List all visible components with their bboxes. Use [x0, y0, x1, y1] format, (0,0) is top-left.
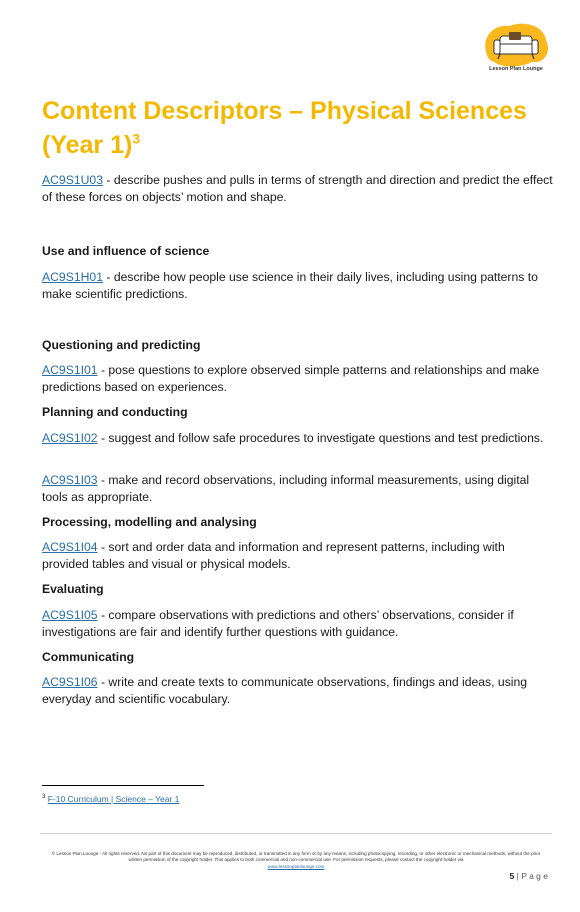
descriptor-paragraph: AC9S1U03 - describe pushes and pulls in terms of strength and direction and predict the effect of these forces on objects’ motion and shape.	[42, 173, 553, 204]
section-heading: Use and influence of science	[42, 244, 210, 258]
footnote-link[interactable]: F-10 Curriculum | Science – Year 1	[47, 794, 180, 804]
descriptor-code-link[interactable]: AC9S1I04	[42, 540, 98, 554]
section-heading: Processing, modelling and analysing	[42, 515, 257, 529]
page-title: Content Descriptors – Physical Sciences (Year 1)$^3$	[42, 97, 527, 159]
logo-caption: Lesson Plan Lounge	[489, 66, 543, 72]
section-heading: Questioning and predicting	[42, 338, 201, 352]
section-heading: Evaluating	[42, 582, 104, 596]
descriptor-code-link[interactable]: AC9S1H01	[42, 270, 103, 284]
descriptor-paragraph: AC9S1I05 - compare observations with predictions and others’ observations, consider if investigations are fair and identify further questions with guidance.	[42, 608, 514, 639]
descriptor-code-link[interactable]: AC9S1I02	[42, 431, 98, 445]
descriptor-paragraph: AC9S1H01 - describe how people use science in their daily lives, including using patterns to make scientific predictions.	[42, 270, 538, 301]
descriptor-paragraph: AC9S1I06 - write and create texts to communicate observations, findings and ideas, using everyday and scientific vocabulary.	[42, 675, 528, 706]
footnote-divider	[42, 785, 204, 786]
section-heading: Planning and conducting	[42, 405, 188, 419]
page-number: 5 | P a g e	[509, 871, 548, 881]
descriptor-code-link[interactable]: AC9S1I06	[42, 675, 98, 689]
descriptor-code-link[interactable]: AC9S1I05	[42, 608, 98, 622]
descriptor-code-link[interactable]: AC9S1U03	[42, 173, 103, 187]
footer-divider	[40, 833, 552, 834]
descriptor-code-link[interactable]: AC9S1I03	[42, 473, 98, 487]
footnote-ref: 3	[132, 130, 141, 147]
descriptor-paragraph: AC9S1I01 - pose questions to explore observed simple patterns and relationships and make predictions based on experiences.	[42, 363, 540, 394]
section-heading: Communicating	[42, 650, 135, 664]
descriptor-code-link[interactable]: AC9S1I01	[42, 363, 98, 377]
website-link[interactable]: www.lessonplanlounge.com	[267, 863, 325, 869]
descriptor-paragraph: AC9S1I02 - suggest and follow safe procedures to investigate questions and test predictions.	[42, 431, 544, 445]
descriptor-paragraph: AC9S1I04 - sort and order data and information and represent patterns, including with provided tables and visual or physical models.	[42, 540, 505, 571]
copyright-notice: © Lesson Plan Lounge - All rights reserved. No part of this document may be reproduced, distributed, or transmitted in any form or by any means, including photocopying, recording, or other electronic or mechanical methods, without the prior written permission of the copyright holder. This applies to both commercial and non-commercial use. For permission requests, please contact the copyright holder via www.lessonplanlounge.com	[51, 851, 541, 869]
footnote: $^3$ F-10 Curriculum | Science – Year 1	[42, 794, 180, 804]
descriptor-paragraph: AC9S1I03 - make and record observations, including informal measurements, using digital tools as appropriate.	[42, 473, 530, 504]
